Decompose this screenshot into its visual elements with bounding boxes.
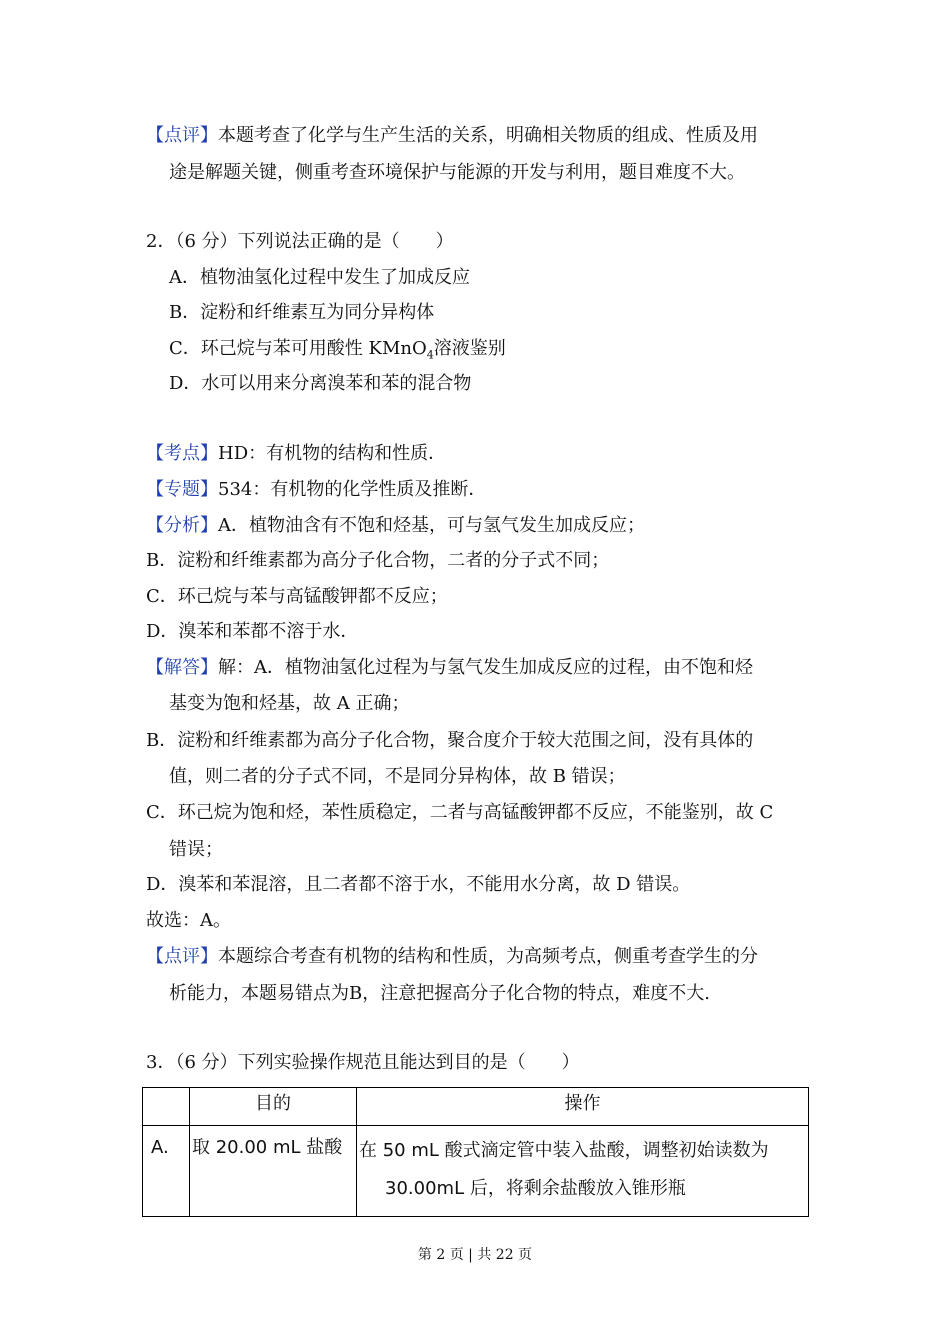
jieda-tag: 【解答】	[146, 657, 218, 678]
jieda-line8: 故选：A。	[146, 910, 231, 931]
table-header-row	[143, 1088, 809, 1126]
jieda-line3: B．淀粉和纤维素都为高分子化合物，聚合度介于较大范围之间，没有具体的	[146, 730, 754, 751]
review2-tag: 【点评】	[146, 946, 218, 967]
zhuanti-line	[146, 478, 486, 502]
review2-line1	[146, 945, 758, 969]
question2-option-c	[169, 337, 506, 368]
question2-stem: 2．（6 分）下列说法正确的是（ ）	[146, 231, 454, 252]
review1-line2	[169, 161, 745, 185]
review1-line1	[146, 124, 758, 148]
jieda-line4: 值，则二者的分子式不同，不是同分异构体，故 B 错误；	[169, 766, 626, 787]
option-c-text: C．环己烷与苯可用酸性 KMnO	[169, 338, 427, 359]
fenxi-line2: B．淀粉和纤维素都为高分子化合物，二者的分子式不同；	[146, 550, 610, 571]
jieda-text-1: 解：A．植物油氢化过程为与氢气发生加成反应的过程，由不饱和烃	[218, 657, 753, 678]
jieda-line6: 错误；	[169, 839, 223, 860]
review-tag: 【点评】	[146, 125, 218, 146]
question2-option-d: D．水可以用来分离溴苯和苯的混合物	[169, 373, 472, 394]
fenxi-line4: D．溴苯和苯都不溶于水．	[146, 621, 359, 642]
operation-line2: 30.00mL 后，将剩余盐酸放入锥形瓶	[385, 1178, 686, 1199]
page-footer: 第 2 页 | 共 22 页	[417, 1247, 533, 1263]
header-operation: 操作	[357, 1088, 809, 1126]
row-operation	[357, 1126, 809, 1217]
kaodian-text: HD：有机物的结构和性质．	[218, 443, 447, 464]
row-label: A.	[143, 1126, 190, 1217]
review1-text2: 途是解题关键，侧重考查环境保护与能源的开发与利用，题目难度不大。	[169, 162, 745, 183]
table-row	[143, 1126, 809, 1217]
row-purpose: 取 20.00 mL 盐酸	[190, 1126, 357, 1217]
fenxi-line1	[146, 514, 645, 538]
jieda-line5: C．环己烷为饱和烃，苯性质稳定，二者与高锰酸钾都不反应，不能鉴别，故 C	[146, 802, 774, 823]
question3-stem: 3．（6 分）下列实验操作规范且能达到目的是（ ）	[146, 1052, 580, 1073]
header-blank-cell	[143, 1088, 190, 1126]
fenxi-line3: C．环己烷与苯与高锰酸钾都不反应；	[146, 586, 448, 607]
header-purpose: 目的	[190, 1088, 357, 1126]
kaodian-tag: 【考点】	[146, 443, 218, 464]
fenxi-tag: 【分析】	[146, 515, 218, 536]
review2-text1: 本题综合考查有机物的结构和性质，为高频考点，侧重考查学生的分	[218, 946, 758, 967]
jieda-line2: 基变为饱和烃基，故 A 正确；	[169, 693, 410, 714]
kaodian-line	[146, 442, 446, 466]
jieda-line1	[146, 656, 753, 680]
review2-line2: 析能力，本题易错点为B，注意把握高分子化合物的特点，难度不大.	[169, 983, 710, 1004]
zhuanti-text: 534：有机物的化学性质及推断．	[218, 479, 487, 500]
option-c-subscript: 4	[426, 348, 434, 362]
question2-option-b: B．淀粉和纤维素互为同分异构体	[169, 302, 435, 323]
zhuanti-tag: 【专题】	[146, 479, 218, 500]
option-c-tail: 溶液鉴别	[433, 338, 506, 359]
review1-text1: 本题考查了化学与生产生活的关系，明确相关物质的组成、性质及用	[218, 125, 758, 146]
jieda-line7: D．溴苯和苯混溶，且二者都不溶于水，不能用水分离，故 D 错误。	[146, 874, 691, 895]
question3-table	[142, 1087, 809, 1217]
fenxi-text-a: A．植物油含有不饱和烃基，可与氢气发生加成反应；	[218, 515, 645, 536]
operation-line1: 在 50 mL 酸式滴定管中装入盐酸，调整初始读数为	[359, 1140, 769, 1161]
question2-option-a: A．植物油氢化过程中发生了加成反应	[169, 267, 470, 288]
